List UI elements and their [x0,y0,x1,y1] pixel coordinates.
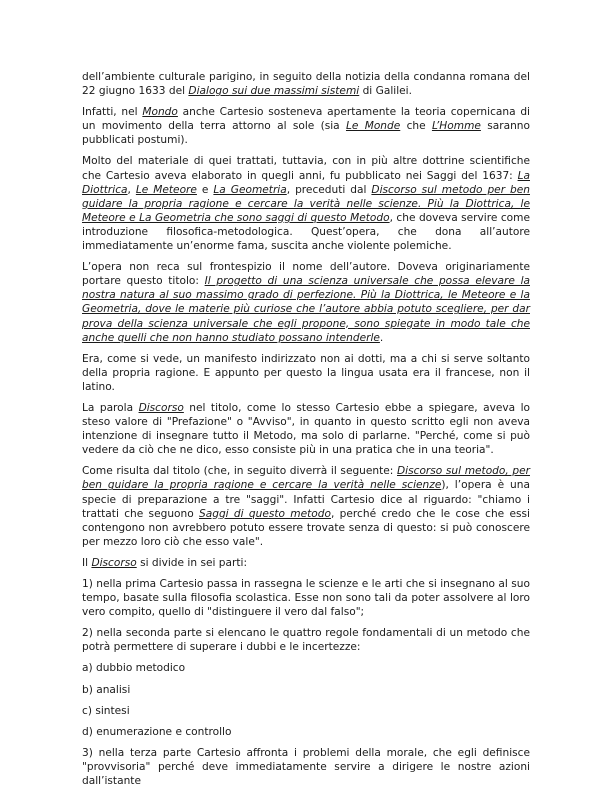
text-run: , preceduti dal [286,183,372,196]
paragraph [82,105,530,147]
paragraph [82,154,530,253]
title-reference: Discorso [138,401,184,414]
title-reference: La Diottrica [82,169,530,196]
title-reference: Discorso [91,556,137,569]
title-reference: La Geometria [213,183,287,196]
title-reference: Discorso sul metodo per ben guidare la propria ragione e cercare la verità nelle scienze. Più la Diottrica, le Meteore e La Geometria che sono saggi di questo Metodo [82,183,530,224]
paragraph [82,352,530,394]
text-run: La parola [82,401,139,414]
paragraph [82,260,530,345]
text-run: Come risulta dal titolo (che, in seguito diverrà il seguente: [82,465,397,478]
text-run: c) sintesi [82,704,130,717]
text-run: si divide in sei parti: [136,556,248,569]
title-reference: Saggi di questo metodo [199,507,331,520]
paragraph [82,556,530,570]
title-reference: Il progetto di una scienza universale che possa elevare la nostra natura al suo massimo grado di perfezione. Più la Diottrica, le Meteore e la Geometria, dove le materie più curiose che l’autore abbia potuto scegliere, per dar prova della scienza universale che egli propone, sono spiegate in modo tale che anche quelli che non hanno studiato possano intenderle [82,275,530,344]
text-run: , [127,183,136,196]
text-run: nel titolo, come lo stesso Cartesio ebbe a spiegare, aveva lo steso valore di "Prefazione" o "Avviso", in quanto in questo scritto egli non aveva intenzione di insegnare tutto il Metodo, ma solo di parlarne. "Perché, come si può vedere da ciò che ne dico, esso consiste più in una pratica che in una teoria". [82,401,531,457]
text-run: . [379,331,384,344]
text-run: e [196,183,214,196]
paragraph [82,577,530,619]
text-run: Infatti, nel [82,106,143,119]
text-run: Molto del materiale di quei trattati, tuttavia, con in più altre dottrine scientifiche che Cartesio aveva elaborato in quegli anni, fu pubblicato nei Saggi del 1637: [82,155,530,182]
text-run: L’opera non reca sul frontespizio il nome dell’autore. Doveva originariamente portare questo titolo: [82,261,530,288]
paragraph [82,746,530,788]
title-reference: Le Meteore [135,183,197,196]
text-run: b) analisi [82,683,131,696]
title-reference: Mondo [142,106,178,119]
text-run: ), l’opera è una specie di preparazione a tre "saggi". Infatti Cartesio dice al riguardo: "chiamo i trattati che seguono [82,479,530,520]
text-run: , che doveva servire come introduzione filosofica-metodologica. Quest’opera, che dona all’autore immediatamente un’enorme fama, suscita anche violente polemiche. [82,211,530,253]
document-body [82,70,530,795]
text-run: dell’ambiente culturale parigino, in seguito della notizia della condanna romana del 22 giugno 1633 del [82,71,530,98]
text-run: Era, come si vede, un manifesto indirizzato non ai dotti, ma a chi si serve soltanto della propria ragione. E appunto per questo la lingua usata era il francese, non il latino. [82,352,530,393]
paragraph [82,704,530,718]
paragraph [82,725,530,739]
title-reference: L’Homme [431,120,481,133]
title-reference: Dialogo sui due massimi sistemi [188,85,360,98]
paragraph [82,401,530,457]
title-reference: Le Monde [345,120,401,133]
text-run: 2) nella seconda parte si elencano le quattro regole fondamentali di un metodo che potrà permettere di superare i dubbi e le incertezze: [82,627,530,654]
paragraph [82,626,530,654]
text-run: 3) nella terza parte Cartesio affronta i problemi della morale, che egli definisce "provvisoria" perché deve immediatamente servire a dirigere le nostre azioni dall’istante [82,746,530,788]
text-run: d) enumerazione e controllo [82,725,232,738]
paragraph [82,683,530,697]
text-run: Il [82,556,92,569]
text-run: a) dubbio metodico [82,662,186,675]
paragraph [82,661,530,675]
text-run: anche Cartesio sosteneva apertamente la teoria copernicana di un movimento della terra attorno al sole (sia [82,106,530,133]
text-run: 1) nella prima Cartesio passa in rassegna le scienze e le arti che si insegnano al suo tempo, basate sulla filosofia scolastica. Esse non sono tali da poter assolvere al loro vero compito, quello di "distinguere il vero dal falso"; [82,578,530,619]
text-run: di Galilei. [359,85,412,98]
text-run: che [400,120,432,133]
title-reference: Discorso sul metodo, per ben guidare la propria ragione e cercare la verità nelle scienze [82,465,530,492]
text-run: saranno pubblicati postumi). [82,120,530,147]
paragraph [82,70,530,98]
text-run: , perché credo che le cose che essi contengono non avrebbero potuto essere trovate senza di questo: si può conoscere per mezzo loro ciò che esso vale". [82,507,530,548]
paragraph [82,464,530,549]
